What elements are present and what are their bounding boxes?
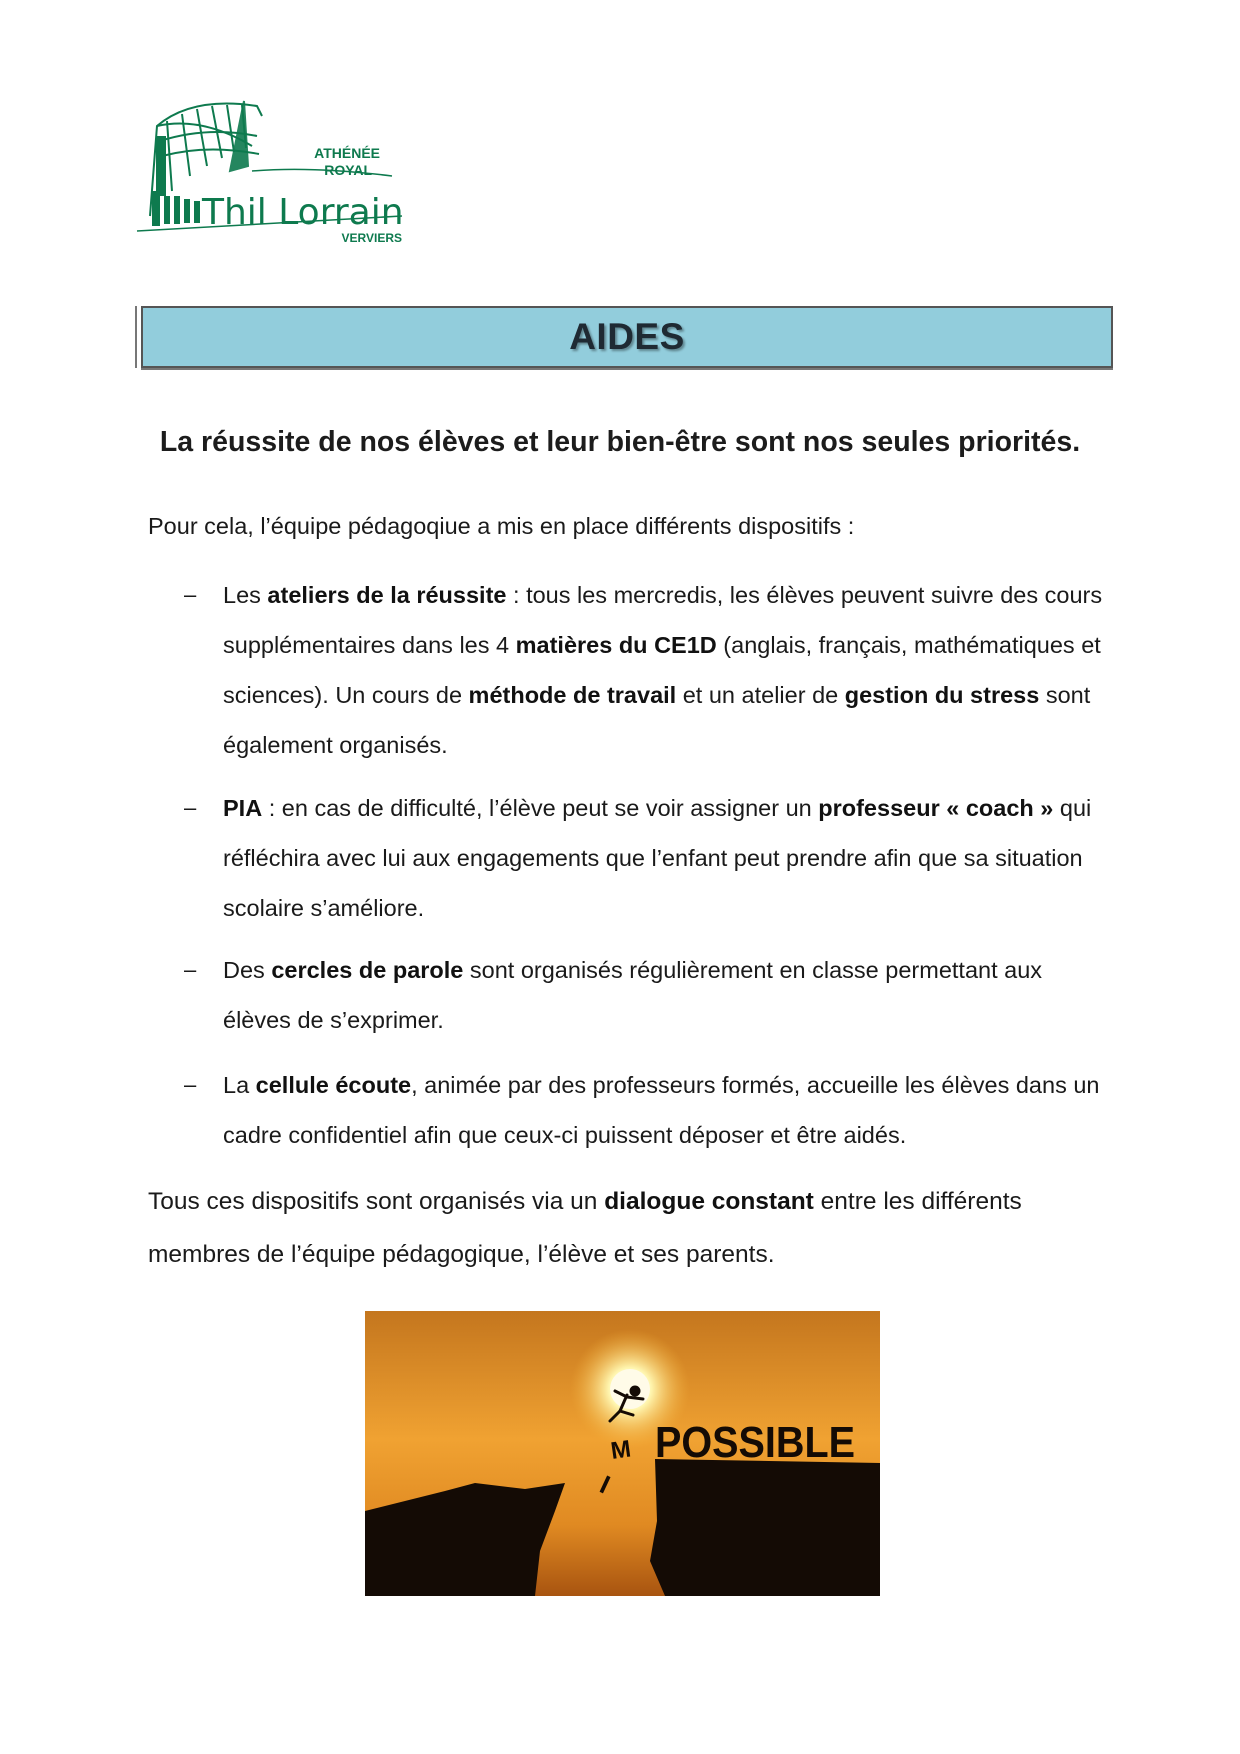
logo-athenee: ATHÉNÉE bbox=[314, 145, 380, 161]
item-text: Des cercles de parole sont organisés régulièrement en classe permettant aux élèves de s’exprimer. bbox=[223, 957, 1043, 1033]
bullet-dash: – bbox=[184, 957, 197, 982]
bullet-dash: – bbox=[184, 795, 197, 820]
falling-letter-m: M bbox=[609, 1435, 633, 1465]
item-text: La cellule écoute, animée par des professeurs formés, accueille les élèves dans un cadre confidentiel afin que ceux-ci puissent déposer et être aidés. bbox=[223, 1072, 1100, 1148]
item-text: PIA : en cas de difficulté, l’élève peut se voir assigner un professeur « coach » qui réfléchira avec lui aux engagements que l’enfant peut prendre afin que sa situation scolaire s’améliore. bbox=[223, 795, 1092, 921]
logo-royal: ROYAL bbox=[324, 162, 372, 178]
bullet-dash: – bbox=[184, 582, 197, 607]
impossible-photo bbox=[365, 1311, 880, 1596]
title-banner bbox=[141, 306, 1113, 368]
logo-city: VERVIERS bbox=[341, 231, 402, 245]
possible-word: POSSIBLE bbox=[655, 1418, 855, 1467]
headline: La réussite de nos élèves et leur bien-être sont nos seules priorités. bbox=[159, 426, 1081, 458]
logo-name: Thil Lorrain bbox=[202, 192, 404, 233]
closing-paragraph: Tous ces dispositifs sont organisés via un dialogue constant entre les différents membres de l’équipe pédagogique, l’élève et ses parents. bbox=[148, 1188, 1022, 1268]
item-text: Les ateliers de la réussite : tous les mercredis, les élèves peuvent suivre des cours supplémentaires dans les 4 matières du CE1D (anglais, français, mathématiques et sciences). Un cours de méthode de travail et un atelier de gestion du stress sont également organisés. bbox=[223, 582, 1103, 758]
falling-letter-i: I bbox=[595, 1469, 615, 1500]
intro-paragraph: Pour cela, l’équipe pédagoqiue a mis en place différents dispositifs : bbox=[148, 513, 855, 539]
bullet-dash: – bbox=[184, 1072, 197, 1097]
school-logo bbox=[112, 96, 412, 256]
page-title: AIDES bbox=[569, 316, 685, 357]
